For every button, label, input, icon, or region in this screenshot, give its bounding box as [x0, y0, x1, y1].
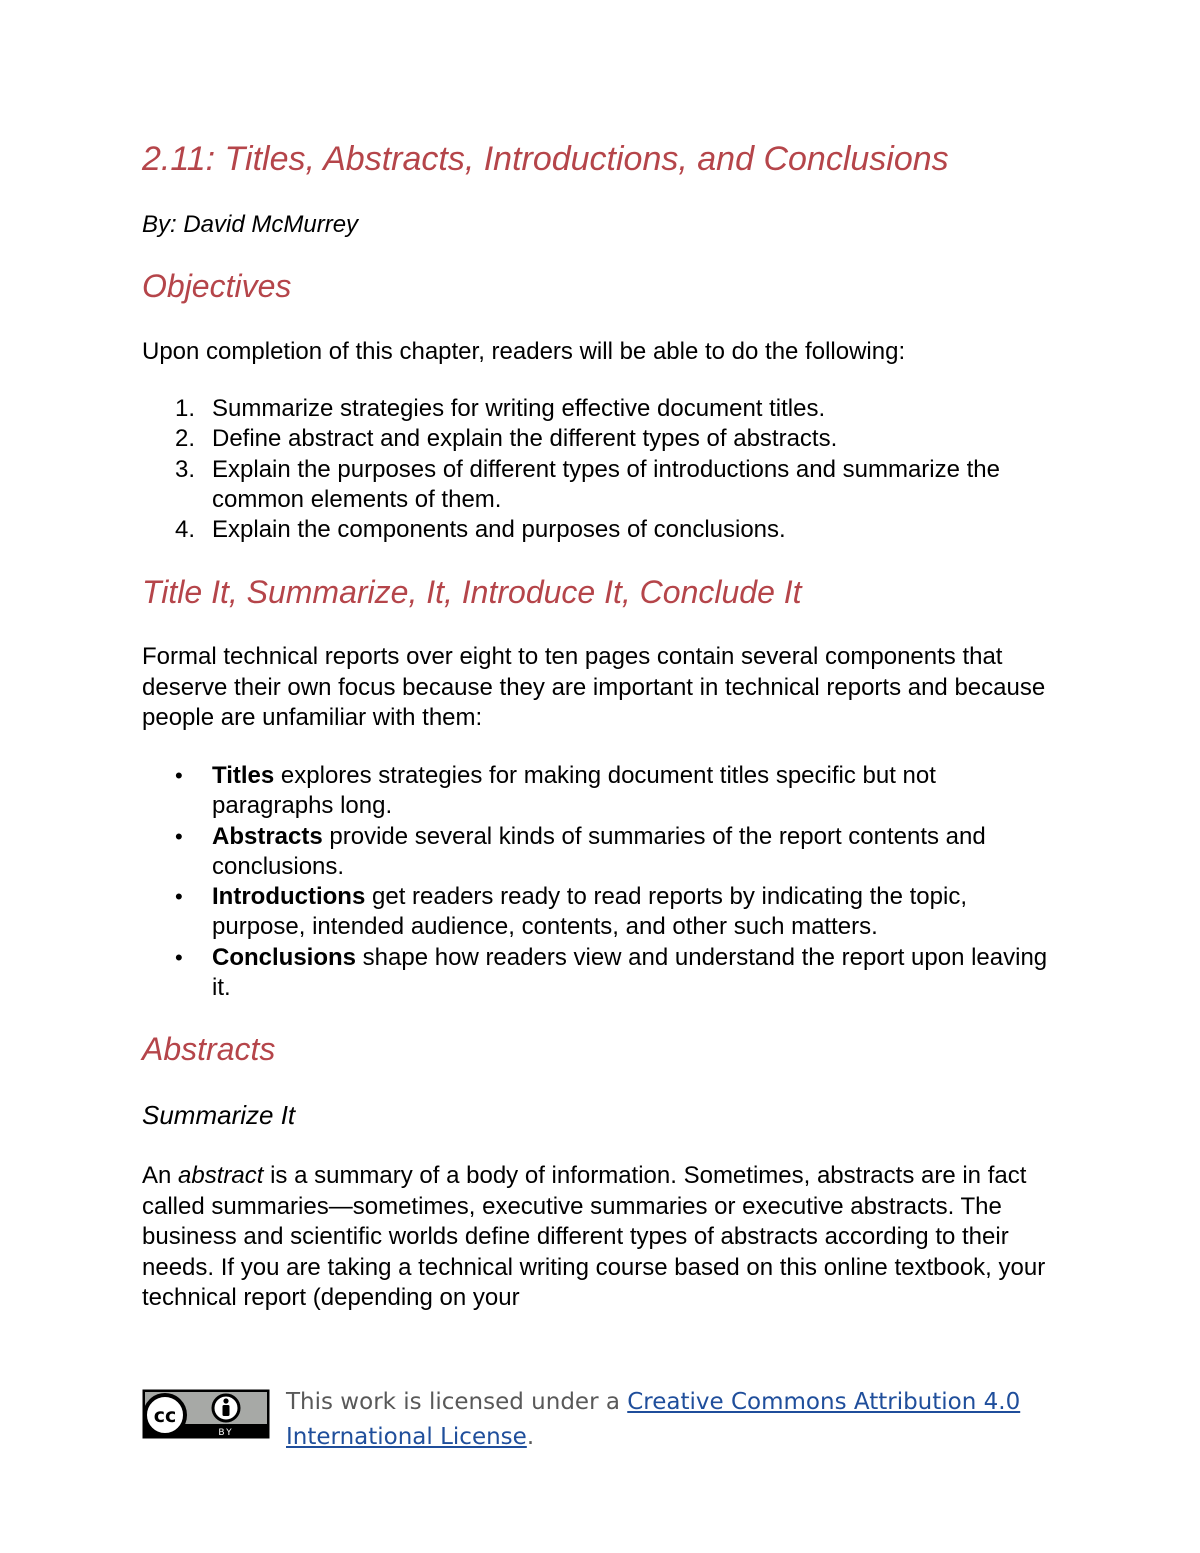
license-period: .: [526, 1424, 535, 1450]
list-number: 1.: [175, 395, 196, 422]
list-item: [142, 424, 1057, 454]
objectives-list: [142, 394, 1057, 545]
list-item-text: Explain the purposes of different types of introductions and summarize the common elements of them.: [212, 455, 1001, 513]
page-title: 2.11: Titles, Abstracts, Introductions, and Conclusions: [142, 140, 949, 178]
list-item: [142, 394, 1057, 424]
license-link[interactable]: Creative Commons Attribution 4.0 International License: [286, 1389, 1021, 1450]
list-number: 3.: [175, 455, 196, 483]
bullet-term: Introductions: [212, 883, 366, 911]
bullet-term: Titles: [212, 762, 275, 789]
abstract-term: abstract: [178, 1162, 264, 1189]
summarize-it-subheading: Summarize It: [142, 1100, 296, 1130]
list-number: 2.: [175, 425, 196, 453]
license-text: This work is licensed under a: [286, 1389, 628, 1415]
author-byline: By: David McMurrey: [142, 211, 359, 238]
cc-logo-text: cc: [153, 1405, 177, 1427]
abstracts-heading: Abstracts: [142, 1031, 276, 1067]
license-footer: [142, 1385, 1062, 1465]
list-item-text: Explain the components and purposes of conclusions.: [212, 516, 786, 544]
list-item: [142, 515, 1057, 545]
cc-by-license-badge[interactable]: [142, 1389, 270, 1439]
bullet-term: Abstracts: [212, 822, 323, 850]
list-item-text: Summarize strategies for writing effective document titles.: [212, 395, 826, 422]
list-item-text: Define abstract and explain the different types of abstracts.: [212, 425, 838, 453]
para-text: is a summary of a body of information. Sometimes, abstracts are in fact called summaries—sometimes, executive summaries or executive abstracts. The business and scientific worlds define different types of abstracts according to their needs. If you are taking a technical writing course based on this online textbook, your technical report (depending on your: [142, 1162, 1046, 1311]
abstracts-paragraph: [142, 1161, 1057, 1314]
objectives-heading: Objectives: [142, 268, 292, 304]
bullet-icon: •: [175, 944, 183, 970]
para-text: An: [142, 1162, 179, 1189]
bullet-text: provide several kinds of summaries of the report contents and conclusions.: [212, 822, 986, 880]
section-heading-title-it: Title It, Summarize, It, Introduce It, Conclude It: [142, 574, 802, 610]
bullet-text: get readers ready to read reports by indicating the topic, purpose, intended audience, contents, and other such matters.: [212, 883, 968, 941]
bullet-text: shape how readers view and understand the report upon leaving it.: [212, 943, 1048, 1002]
components-bullet-list: [142, 761, 1057, 1003]
list-item: [142, 455, 1057, 516]
bullet-term: Conclusions: [212, 943, 357, 971]
bullet-text: explores strategies for making document titles specific but not paragraphs long.: [212, 762, 936, 820]
list-item: [142, 882, 1057, 943]
by-label: BY: [218, 1428, 234, 1438]
list-item: [142, 943, 1057, 1004]
bullet-icon: •: [175, 823, 183, 849]
list-item: [142, 761, 1057, 822]
bullet-icon: •: [175, 763, 183, 788]
bullet-icon: •: [175, 884, 183, 910]
license-statement: [286, 1385, 1066, 1455]
components-paragraph: Formal technical reports over eight to ten pages contain several components that deserve their own focus because they are important in technical reports and because people are unfamiliar with them:: [142, 643, 1046, 731]
list-item: [142, 822, 1057, 883]
list-number: 4.: [175, 516, 196, 544]
objectives-intro: Upon completion of this chapter, readers will be able to do the following:: [142, 338, 906, 365]
